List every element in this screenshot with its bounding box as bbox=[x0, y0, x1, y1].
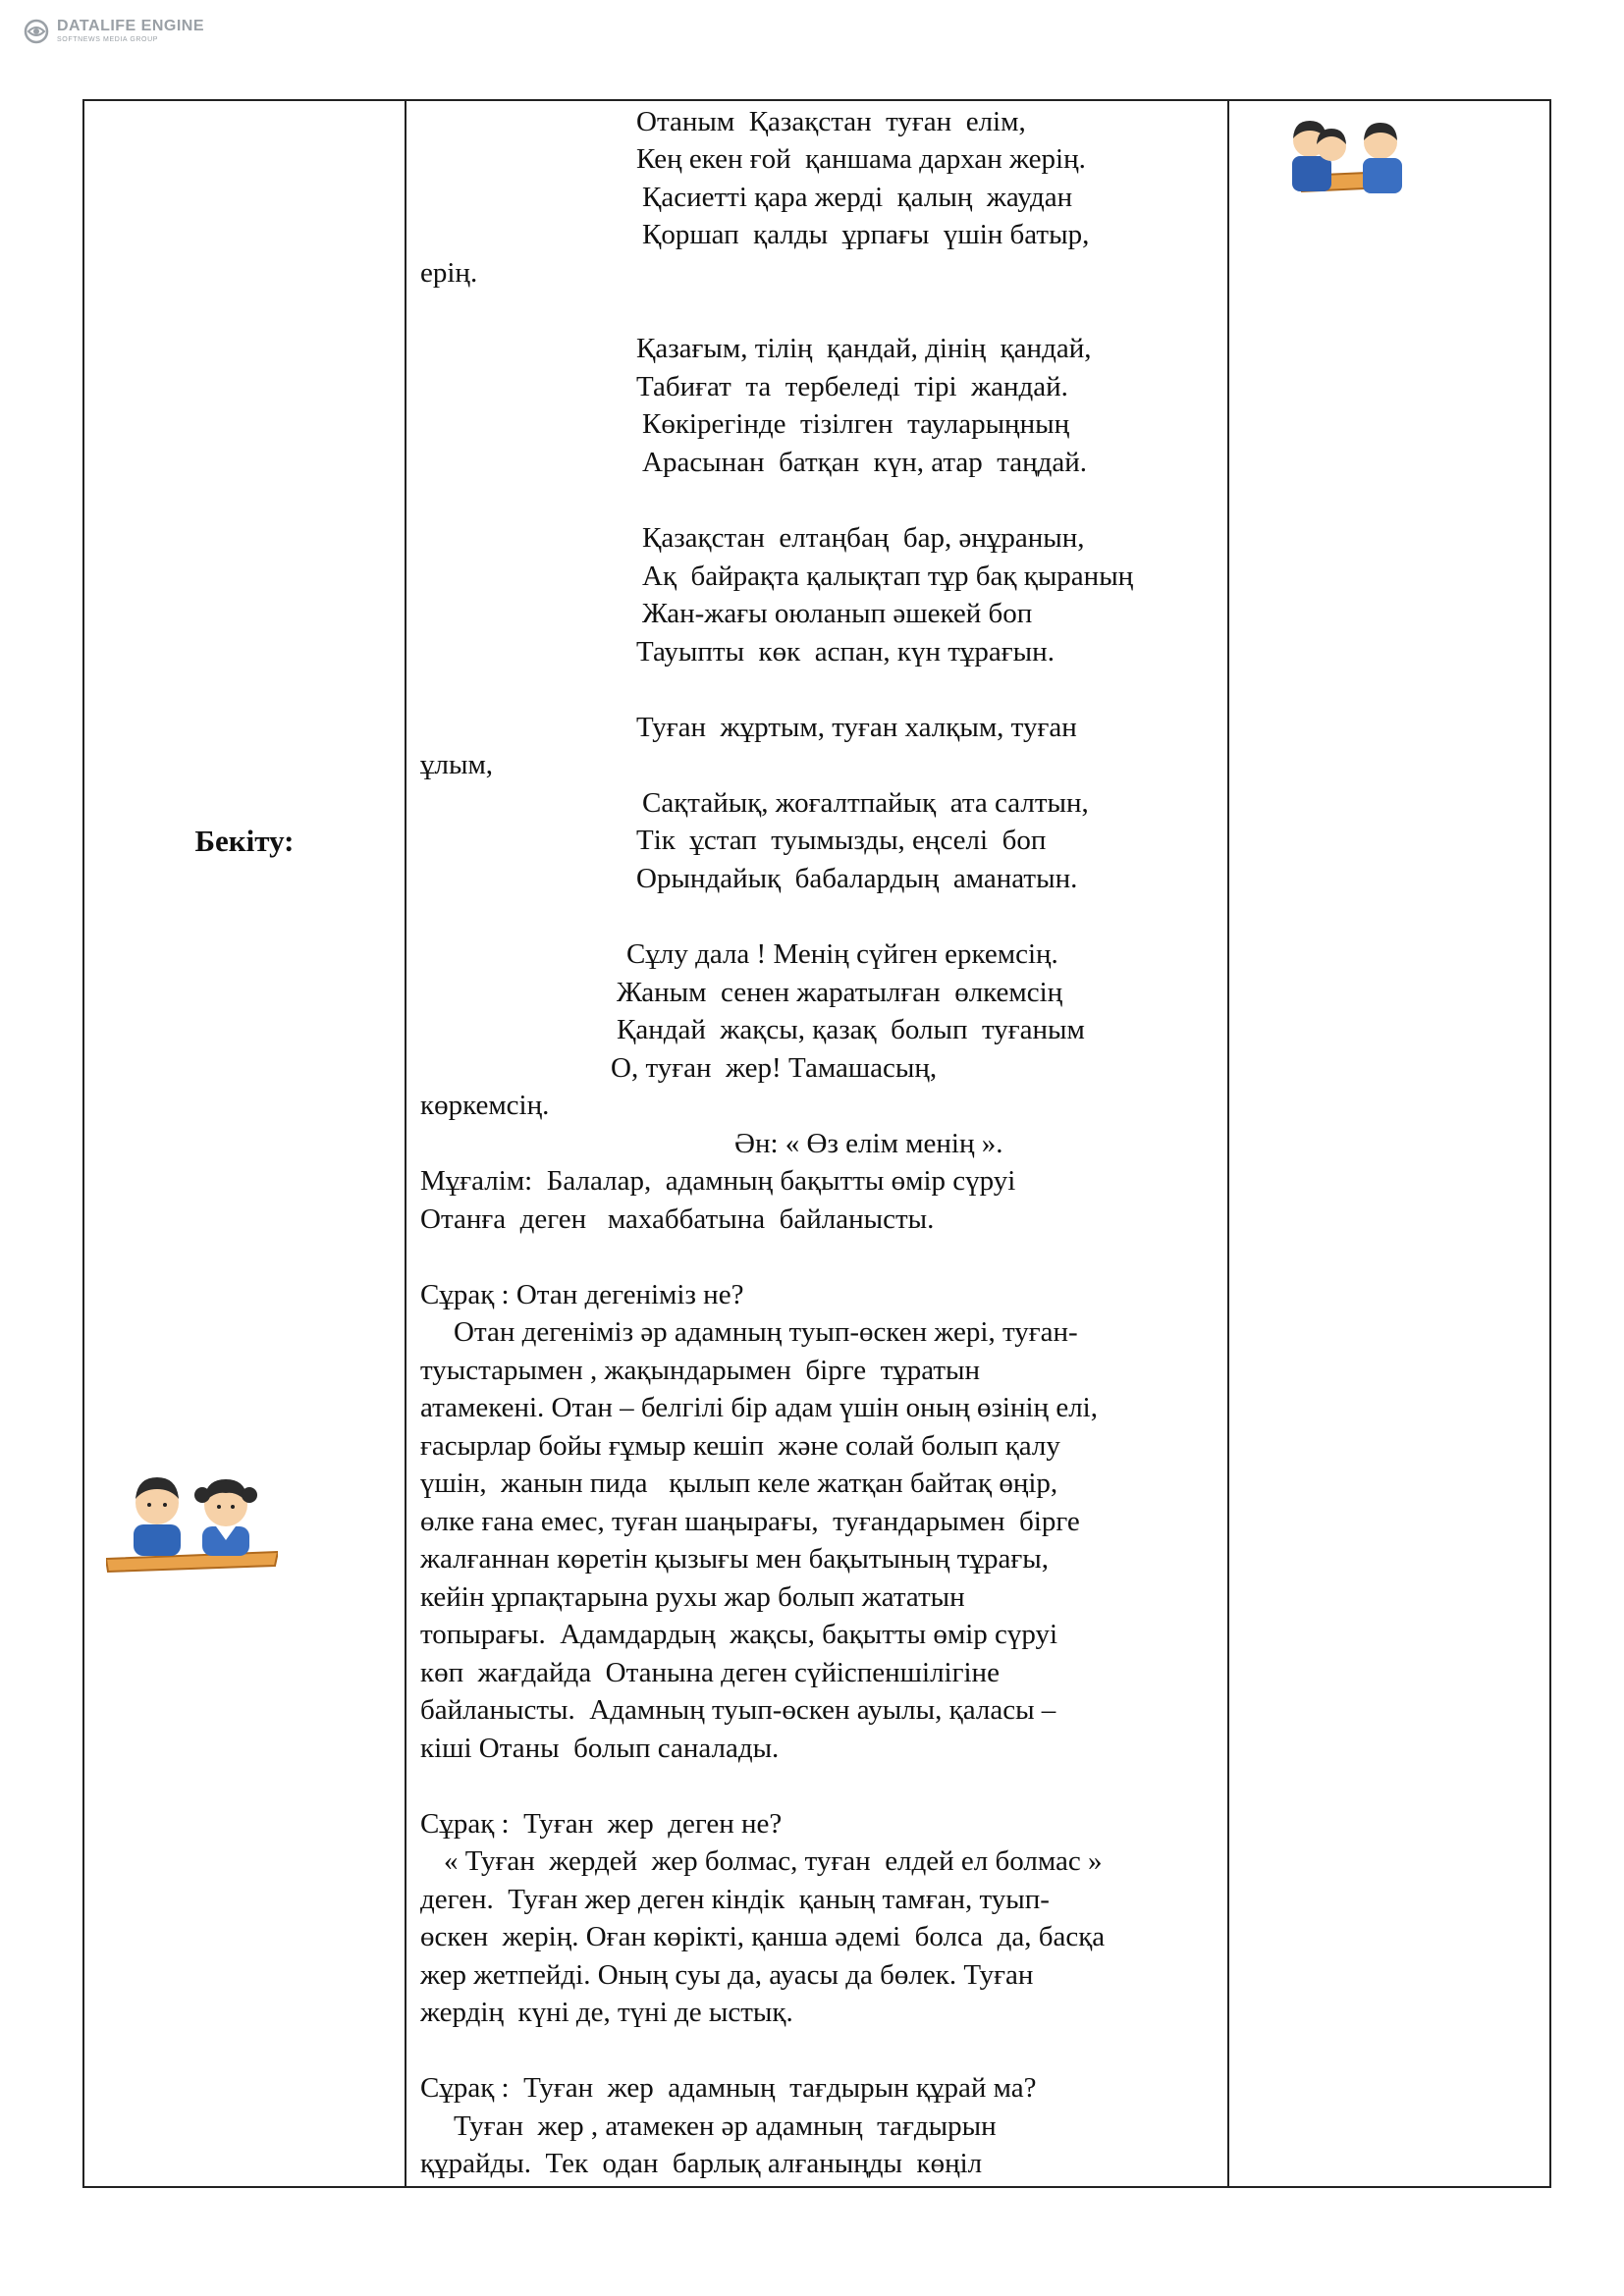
text-line: Туған жер , атамекен әр адамның тағдырын bbox=[454, 2110, 997, 2142]
text-line: Орындайық бабалардың аманатын. bbox=[636, 863, 1078, 894]
text-line: жер жетпейді. Оның суы да, ауасы да бөлек. Туған bbox=[420, 1959, 1034, 1991]
text-line: Отаным Қазақстан туған елім, bbox=[636, 106, 1026, 137]
text-line: Жан-жағы оюланып әшекей боп bbox=[642, 598, 1033, 629]
lesson-text bbox=[420, 101, 1225, 2186]
text-line: Арасынан батқан күн, атар таңдай. bbox=[642, 447, 1088, 478]
text-line: көркемсің. bbox=[420, 1090, 550, 1121]
text-line: О, туған жер! Тамашасың, bbox=[611, 1052, 938, 1084]
text-line: Кең екен ғой қаншама дархан жерің. bbox=[636, 143, 1086, 175]
text-line: Сұлу дала ! Менің сүйген еркемсің. bbox=[626, 938, 1058, 970]
text-line: Қазағым, тілің қандай, дінің қандай, bbox=[636, 333, 1092, 364]
column-divider bbox=[1227, 101, 1229, 2186]
text-line: Көкірегінде тізілген тауларыңның bbox=[642, 408, 1070, 440]
text-line: Мұғалім: Балалар, адамның бақытты өмір сүруі bbox=[420, 1165, 1016, 1197]
text-line: ерің. bbox=[420, 257, 478, 289]
text-line: өлке ғана емес, туған шаңырағы, туғандарымен бірге bbox=[420, 1506, 1080, 1537]
pupils-at-desk-illustration bbox=[106, 1466, 278, 1574]
text-line: ұлым, bbox=[420, 749, 494, 780]
text-line: Отан дегеніміз әр адамның туып-өскен жері, туған- bbox=[454, 1316, 1078, 1348]
lesson-table bbox=[82, 99, 1551, 2188]
text-line: байланысты. Адамның туып-өскен ауылы, қаласы – bbox=[420, 1694, 1056, 1726]
text-line: атамекені. Отан – белгілі бір адам үшін оның өзінің елі, bbox=[420, 1392, 1098, 1423]
text-line: құрайды. Тек одан барлық алғаныңды көңіл bbox=[420, 2148, 983, 2179]
row-label: Бекіту: bbox=[194, 824, 295, 858]
text-line: Қазақстан елтаңбаң бар, әнұранын, bbox=[642, 522, 1085, 554]
column-divider bbox=[405, 101, 406, 2186]
song-title: Ән: « Өз елім менің ». bbox=[734, 1128, 1003, 1159]
question-line: Сұрақ : Туған жер адамның тағдырын құрай ма? bbox=[420, 2072, 1037, 2104]
text-line: Қоршап қалды ұрпағы үшін батыр, bbox=[642, 219, 1090, 250]
text-line: топырағы. Адамдардың жақсы, бақытты өмір сүруі bbox=[420, 1619, 1058, 1650]
text-line: деген. Туған жер деген кіндік қаның тамған, туып- bbox=[420, 1884, 1050, 1915]
text-line: Қасиетті қара жерді қалың жаудан bbox=[642, 182, 1073, 213]
text-line: жердің күні де, түні де ыстық. bbox=[420, 1997, 793, 2028]
text-line: ғасырлар бойы ғұмыр кешіп және солай болып қалу bbox=[420, 1430, 1060, 1462]
pupils-talking-illustration bbox=[1271, 115, 1408, 203]
eye-logo-icon bbox=[24, 19, 49, 44]
text-line: үшін, жанын пида қылып келе жатқан байтақ өңір, bbox=[420, 1468, 1058, 1499]
text-line: Жаным сенен жаратылған өлкемсің bbox=[617, 977, 1063, 1008]
text-line: өскен жерің. Оған көрікті, қанша әдемі болса да, басқа bbox=[420, 1921, 1106, 1952]
watermark bbox=[24, 18, 204, 44]
text-line: Тік ұстап туымызды, еңселі боп bbox=[636, 825, 1047, 856]
text-line: кіші Отаны болып саналады. bbox=[420, 1733, 780, 1764]
text-line: Табиғат та тербеледі тірі жандай. bbox=[636, 371, 1068, 402]
text-line: туыстарымен , жақындарымен бірге тұратын bbox=[420, 1355, 981, 1386]
text-line: Туған жұртым, туған халқым, туған bbox=[636, 712, 1077, 743]
text-line: көп жағдайда Отанына деген сүйіспеншілігіне bbox=[420, 1657, 1000, 1688]
question-line: Сұрақ : Отан дегеніміз не? bbox=[420, 1279, 744, 1310]
text-line: Отанға деген махаббатына байланысты. bbox=[420, 1203, 935, 1235]
watermark-subtitle: SOFTNEWS MEDIA GROUP bbox=[57, 36, 159, 43]
text-line: кейін ұрпақтарына рухы жар болып жататын bbox=[420, 1581, 965, 1613]
text-line: жалғаннан көретін қызығы мен бақытының тұрағы, bbox=[420, 1543, 1049, 1575]
text-line: Ақ байрақта қалықтап тұр бақ қыраның bbox=[642, 561, 1134, 592]
text-line: « Туған жердей жер болмас, туған елдей ел болмас » bbox=[444, 1845, 1103, 1877]
text-line: Тауыпты көк аспан, күн тұрағын. bbox=[636, 636, 1055, 667]
question-line: Сұрақ : Туған жер деген не? bbox=[420, 1808, 783, 1840]
watermark-title: DATALIFE ENGINE bbox=[57, 18, 205, 34]
text-line: Сақтайық, жоғалтпайық ата салтын, bbox=[642, 787, 1089, 819]
text-line: Қандай жақсы, қазақ болып туғаным bbox=[617, 1014, 1085, 1045]
